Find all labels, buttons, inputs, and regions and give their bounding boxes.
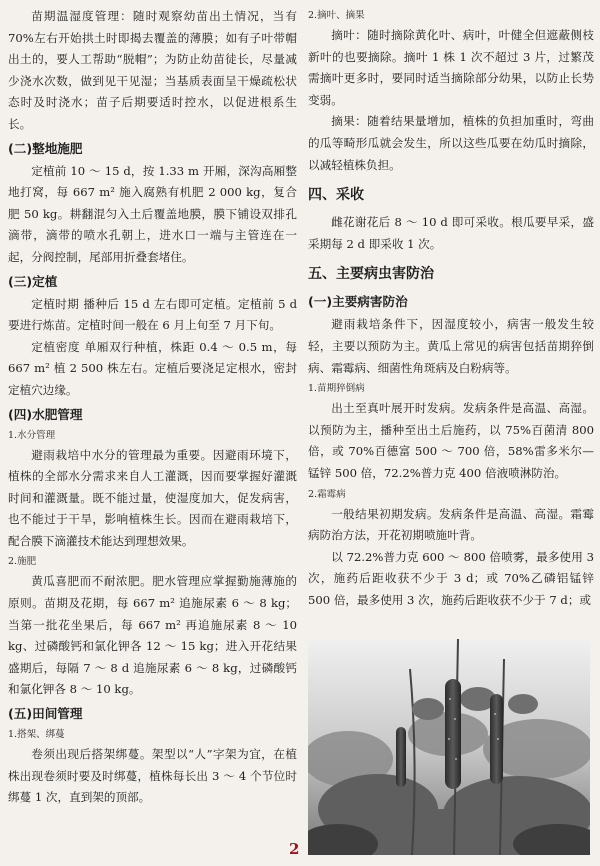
heading-water-fertilizer: (四)水肥管理: [8, 406, 83, 422]
subheading-damping-off: 1.苗期猝倒病: [308, 383, 365, 395]
right-column: [308, 6, 594, 611]
paragraph-harvest: 雌花谢花后 8 ～ 10 d 即可采收。根瓜要早采，盛采期每 2 d 即采收 1 次。: [308, 215, 594, 251]
subheading-leaf-fruit-removal: 2.摘叶、摘果: [308, 10, 365, 21]
heading-disease-control: (一)主要病害防治: [308, 294, 408, 310]
paragraph-trellis: 卷须出现后搭架绑蔓。架型以“人”字架为宜，在植株出现卷须时要及时绑蔓，植株每长出 3 ～ 4 个节位时绑蔓 1 次，直到架的顶部。: [8, 747, 297, 805]
heading-harvest: 四、采收: [308, 187, 364, 204]
paragraph-transplant-density: 定植密度 单厢双行种植，株距 0.4 ～ 0.5 m，每 667 m² 植 2 500 株左右。定植后要浇足定根水，密封定植穴边缘。: [8, 339, 297, 397]
heading-pest-control: 五、主要病虫害防治: [308, 266, 434, 283]
heading-transplanting: (三)定植: [8, 273, 58, 289]
subheading-fertilizing: 2.施肥: [8, 556, 37, 568]
page-number: 2: [289, 840, 300, 858]
paragraph-seedling-humidity: 苗期温湿度管理：随时观察幼苗出土情况，当有70%左右开始拱土时即揭去覆盖的薄膜；如有子叶带帽出土的，要人工帮助“脱帽”；为防止幼苗徒长，尽量减少浇水次数，做到见干见湿；当基质表面呈干燥疏松状态时及时浇水；苗子后期要适时控水，以促进根系生长。: [8, 9, 297, 131]
subheading-downy-mildew: 2.霜霉病: [308, 488, 346, 500]
subheading-water-management: 1.水分管理: [8, 429, 56, 441]
left-column: [8, 6, 297, 809]
paragraph-downy-mildew: 一般结果初期发病。发病条件是高温、高湿。霜霉病防治方法，开花初期喷施叶背。: [308, 506, 594, 543]
subheading-trellis: 1.搭架、绑蔓: [8, 729, 65, 741]
paragraph-land-preparation: 定植前 10 ～ 15 d，按 1.33 m 开厢，深沟高厢整地打窝，每 667 m² 施入腐熟有机肥 2 000 kg，复合肥 50 kg。耕翻混匀入土后覆盖地膜，膜下铺设双排孔滴带，滴带的喷水孔朝上，进水口一端与主管连在一起，分阀控制，尾部用折叠套堵住。: [8, 163, 297, 264]
cucumber-photo-illustration: [308, 639, 590, 855]
paragraph-damping-off: 出土至真叶展开时发病。发病条件是高温、高湿。以预防为主，播种至出土后施药，以 75%百菌清 800 倍，或 70%百德富 500 ～ 700 倍，58%雷多米尔—锰锌 500 倍，72.2%普力克 400 倍液喷淋防治。: [308, 401, 594, 480]
paragraph-transplant-time: 定植时期 播种后 15 d 左右即可定植。定植前 5 d 要进行炼苗。定植时间一般在 6 月上旬至 7 月下旬。: [8, 296, 297, 333]
paragraph-fruit-removal: 摘果：随着结果量增加，植株的负担加重时，弯曲的瓜等畸形瓜就会发生，所以这些瓜要在幼瓜时摘除，以减轻植株负担。: [308, 114, 594, 172]
paragraph-downy-mildew-treatment: 以 72.2%普力克 600 ～ 800 倍喷雾，最多使用 3 次，施药后距收获不少于 3 d；或 70%乙磷铝锰锌 500 倍，最多使用 3 次，施药后距收获不少于 7 d；或: [308, 549, 594, 607]
cucumber-plant-photo: [308, 639, 590, 855]
paragraph-leaf-removal: 摘叶：随时摘除黄化叶、病叶，叶健全但遮蔽侧枝新叶的也要摘除。摘叶 1 株 1 次不超过 3 片，过繁茂需摘叶更多时，要同时适当摘除部分幼果，以防止长势变弱。: [308, 28, 594, 107]
heading-field-management: (五)田间管理: [8, 706, 83, 722]
paragraph-water-management: 避雨栽培中水分的管理最为重要。因避雨环境下，植株的全部水分需求来自人工灌溉，因而要掌握好灌溉时间和灌溉量。既不能过量，使湿度加大，促发病害，也不能过于干旱，影响植株生长。因而在避雨栽培下，配合膜下滴灌技术能达到理想效果。: [8, 447, 297, 548]
paragraph-fertilizing: 黄瓜喜肥而不耐浓肥。肥水管理应掌握勤施薄施的原则。苗期及花期，每 667 m² 追施尿素 6 ～ 8 kg；当第一批花坐果后，每 667 m² 再追施尿素 8 ～ 10 kg、过磷酸钙和氯化钾各 12 ～ 15 kg；进入开花结果盛期后，每隔 7 ～ 8 d 追施尿素 6 ～ 8 kg，过磷酸钙和氯化钾各 8 ～ 10 kg。: [8, 574, 297, 697]
heading-land-preparation: (二)整地施肥: [8, 140, 83, 156]
paragraph-disease-overview: 避雨栽培条件下，因湿度较小，病害一般发生较轻，主要以预防为主。黄瓜上常见的病害包括苗期猝倒病、霜霉病、细菌性角斑病及白粉病等。: [308, 317, 594, 375]
